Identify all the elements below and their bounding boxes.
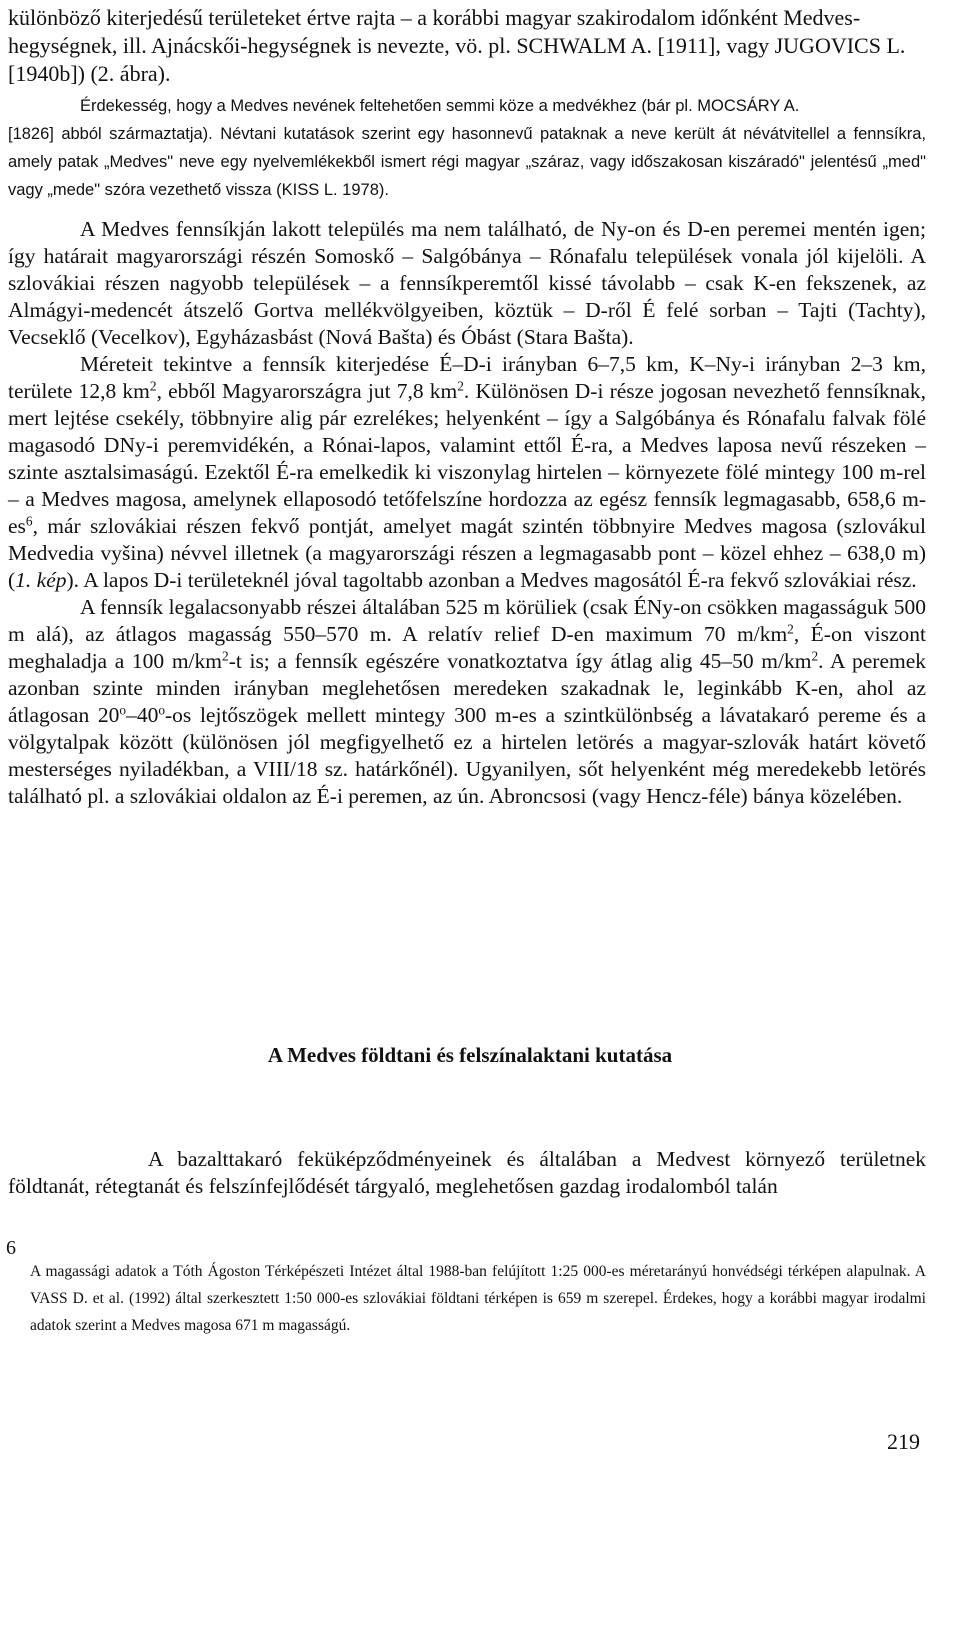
text-span: , É-on viszont meghaladja a 100 m/km: [8, 622, 926, 673]
etymology-note-body: [1826] abból származtatja). Névtani kutatások szerint egy hasonnevű pataknak a neve került át névátvitellel a fennsíkra, amely patak „Medves" neve egy nyelvemlékekből ismert régi magyar „száraz, vagy időszakosan kiszáradó" jelentésű „med" vagy „mede" szóra vezethető vissza (KISS L. 1978).: [8, 125, 926, 199]
figure-reference: 1. kép: [15, 568, 67, 592]
text-span: , ebből Magyarországra jut 7,8 km: [156, 379, 458, 403]
section-intro-paragraph: A bazalttakaró feküképződményeinek és általában a Medvest környező területnek földtanát, rétegtanát és felszínfejlődését tárgyaló, meglehetősen gazdag irodalomból talán: [8, 1147, 926, 1198]
degree-superscript: o: [119, 702, 127, 718]
superscript: 2: [222, 648, 229, 664]
footnote-reference: 6: [25, 513, 33, 529]
text-span: -t is; a fennsík egészére vonatkoztatva így átlag alig 45–50 m/km: [228, 649, 812, 673]
page-number: 219: [887, 1429, 920, 1454]
section-heading: A Medves földtani és felszínalaktani kutatása: [267, 1043, 673, 1067]
etymology-note-first-line: Érdekesség, hogy a Medves nevének feltehetően semmi köze a medvékhez (bár pl. MOCSÁRY A.: [80, 97, 800, 115]
text-span: . A peremek azonban szinte minden irányban meglehetősen meredeken szakadnak le, leginkább K-en, ahol az átlagosan 20: [8, 649, 926, 727]
text-span: , már szlovákiai részen fekvő pontját, amelyet magát szintén többnyire Medves magosa (szlovákul Medvedia vyšina) névvel illetnek (a magyarországi részen a legmagasabb pont – közel ehhez – 638,0 m) (: [8, 514, 926, 592]
etymology-note: [8, 92, 926, 204]
text-span: Méreteit tekintve a fennsík kiterjedése É–D-i irányban 6–7,5 km, K–Ny-i irányban 2–3 km, területe 12,8 km: [8, 352, 926, 403]
text-span: A fennsík legalacsonyabb részei általában 525 m körüliek (csak ÉNy-on csökken magasságuk 500 m alá), az átlagos magasság 550–570 m. A relatív relief D-en maximum 70 m/km: [8, 595, 926, 646]
superscript: 2: [811, 648, 819, 664]
text-span: . Különösen D-i része jogosan nevezhető fennsíknak, mert lejtése csekély, többnyire alig pár ezrelékes; helyenként – így a Salgóbánya és Rónafalu falvak fölé magasodó DNy-i peremvidékén, a Rónai-lapos, valamint ettől É-ra, a Medves laposa nevű részeken – szinte asztalsimaságú. Ezektől É-ra emelkedik ki viszonylag hirtelen – környezete fölé mintegy 100 m-rel – a Medves magosa, amelynek ellaposodó tetőfelszíne hordozza az egész fennsík legmagasabb, 658,6 m-es: [8, 379, 926, 538]
superscript: 2: [457, 378, 464, 394]
superscript: 2: [149, 378, 157, 394]
footnote-mark: 6: [6, 1237, 16, 1259]
superscript: 2: [787, 621, 794, 637]
intro-paragraph: különböző kiterjedésű területeket értve rajta – a korábbi magyar szakirodalom időnként Medves-hegységnek, ill. Ajnácskői-hegységnek is nevezte, vö. pl. SCHWALM A. [1911], vagy JUGOVICS L. [1940b]) (2. ábra).: [8, 5, 906, 86]
text-span: –40: [126, 703, 159, 727]
paragraph-relief: [8, 594, 926, 810]
footnote-text: A magassági adatok a Tóth Ágoston Térképészeti Intézet által 1988-ban felújított 1:25 000-es méretarányú honvédségi térképen alapulnak. A VASS D. et al. (1992) által szerkesztett 1:50 000-es szlovákiai földtani térképen is 659 m szerepel. Érdekes, hogy a korábbi magyar irodalmi adatok szerint a Medves magosa 671 m magasságú.: [30, 1263, 926, 1334]
degree-superscript: o: [158, 702, 165, 718]
text-span: ). A lapos D-i területeknél jóval tagoltabb azonban a Medves magosától É-ra fekvő szlovákiai rész.: [66, 568, 917, 592]
paragraph-settlements: A Medves fennsíkján lakott település ma nem található, de Ny-on és D-en peremei mentén igen; így határait magyarországi részén Somoskő – Salgóbánya – Rónafalu települések vonala jól kijelöli. A szlovákiai részen nagyobb települések – a fennsíkperemtől kissé távolabb – csak K-en fekszenek, az Almágyi-medencét átszelő Gortva mellékvölgyeiben, köztük – D-ről É felé sorban – Tajti (Tachty), Vecseklő (Vecelkov), Egyházasbást (Nová Bašta) és Óbást (Stara Bašta).: [8, 217, 926, 349]
text-span: -os lejtőszögek mellett mintegy 300 m-es a szintkülönbség a lávatakaró pereme és a völgytalpak között (különösen jól megfigyelhető ez a hirtelen letörés a magyar-szlovák határt követő mesterséges nyiladékban, a VIII/18 sz. határkőnél). Ugyanilyen, sőt helyenként még meredekebb letörés található pl. a szlovákiai oldalon az É-i peremen, az ún. Abroncsosi (vagy Hencz-féle) bánya közelében.: [8, 703, 926, 808]
main-text: [8, 216, 926, 810]
paragraph-dimensions: [8, 351, 926, 594]
